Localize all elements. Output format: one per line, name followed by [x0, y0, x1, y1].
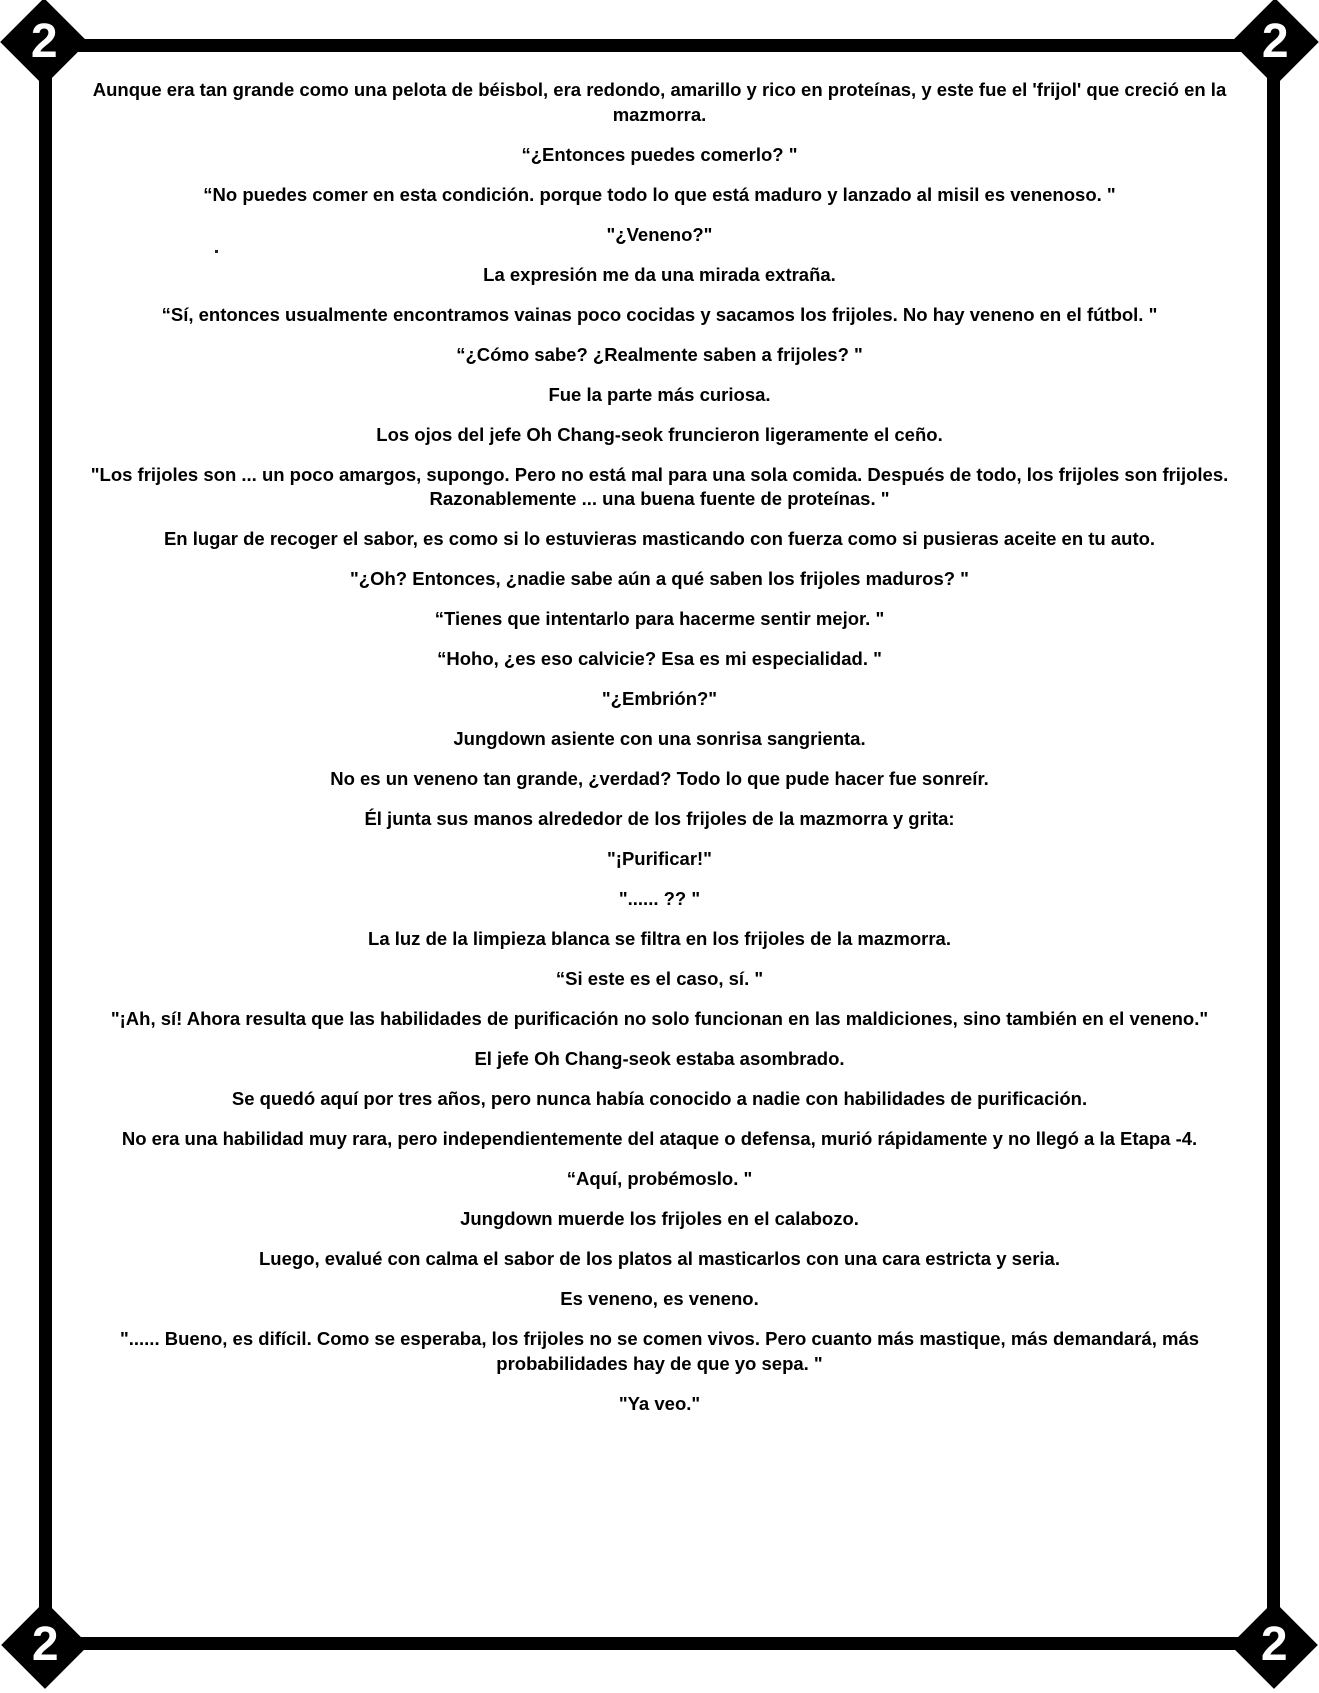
paragraph: Aunque era tan grande como una pelota de béisbol, era redondo, amarillo y rico en proteínas, y este fue el 'frijol' que creció en la mazmorra.	[92, 79, 1227, 125]
paragraph: “¿Cómo sabe? ¿Realmente saben a frijoles? "	[456, 343, 863, 365]
paragraph: “Tienes que intentarlo para hacerme sentir mejor. "	[434, 608, 885, 629]
page-number-bottom-right: 2	[1260, 1617, 1288, 1671]
paragraph: "...... ?? "	[618, 888, 701, 909]
paragraph: "¡Purificar!"	[607, 848, 712, 869]
corner-diamond-top-left	[0, 0, 88, 86]
corner-diamond-bottom-right	[1230, 1601, 1318, 1689]
paragraph: Jungdown muerde los frijoles en el calabozo.	[460, 1208, 859, 1229]
paragraph: "¿Oh? Entonces, ¿nadie sabe aún a qué saben los frijoles maduros? "	[350, 568, 969, 589]
paragraph: No es un veneno tan grande, ¿verdad? Todo lo que pude hacer fue sonreír.	[330, 768, 989, 789]
paragraph: “Hoho, ¿es eso calvicie? Esa es mi especialidad. "	[437, 648, 882, 669]
border-left-line	[39, 42, 52, 1645]
border-right-line	[1267, 42, 1280, 1645]
paragraph: "¡Ah, sí! Ahora resulta que las habilidades de purificación no solo funcionan en las maldiciones, sino también en el veneno."	[110, 1008, 1209, 1029]
corner-diamond-bottom-left	[1, 1601, 89, 1689]
paragraph: "Los frijoles son ... un poco amargos, supongo. Pero no está mal para una sola comida. Después de todo, los frijoles son frijoles. Razonablemente ... una buena fuente de proteínas. "	[90, 463, 1229, 509]
paragraph: Es veneno, es veneno.	[560, 1288, 759, 1309]
paragraph: Se quedó aquí por tres años, pero nunca había conocido a nadie con habilidades de purificación.	[231, 1088, 1088, 1109]
paragraph: “¿Entonces puedes comerlo? "	[521, 143, 798, 165]
paragraph: Jungdown asiente con una sonrisa sangrienta.	[453, 728, 866, 749]
paragraph: "¿Embrión?"	[601, 688, 718, 709]
paragraph: En lugar de recoger el sabor, es como si lo estuvieras masticando con fuerza como si pusieras aceite en tu auto.	[163, 528, 1156, 549]
border-top-line	[44, 39, 1275, 52]
page-number-top-left: 2	[30, 14, 58, 68]
paragraph: Luego, evalué con calma el sabor de los platos al masticarlos con una cara estricta y seria.	[259, 1248, 1060, 1269]
paragraph: "¿Veneno?"	[606, 223, 713, 245]
paragraph: No era una habilidad muy rara, pero independientemente del ataque o defensa, murió rápidamente y no llegó a la Etapa -4.	[121, 1128, 1198, 1149]
paragraph: Los ojos del jefe Oh Chang-seok fruncieron ligeramente el ceño.	[376, 423, 943, 445]
paragraph: Fue la parte más curiosa.	[548, 383, 771, 405]
paragraph: El jefe Oh Chang-seok estaba asombrado.	[474, 1048, 845, 1069]
page-number-bottom-left: 2	[31, 1617, 59, 1671]
paragraph: “Aquí, probémoslo. "	[566, 1168, 753, 1189]
paragraph: La expresión me da una mirada extraña.	[483, 263, 836, 285]
paragraph: "Ya veo."	[618, 1392, 701, 1414]
corner-diamond-top-right	[1231, 0, 1319, 86]
paragraph: “Si este es el caso, sí. "	[555, 968, 764, 989]
paragraph: La luz de la limpieza blanca se filtra en los frijoles de la mazmorra.	[368, 928, 951, 949]
text-content	[80, 78, 1239, 1432]
paragraph: "...... Bueno, es difícil. Como se esperaba, los frijoles no se comen vivos. Pero cuanto más mastique, más demandará, más probabilidades hay de que yo sepa. "	[119, 1328, 1200, 1374]
paragraph: “Sí, entonces usualmente encontramos vainas poco cocidas y sacamos los frijoles. No hay veneno en el fútbol. "	[161, 303, 1158, 325]
paragraph: “No puedes comer en esta condición. porque todo lo que está maduro y lanzado al misil es venenoso. "	[203, 183, 1116, 205]
paragraph: Él junta sus manos alrededor de los frijoles de la mazmorra y grita:	[364, 808, 955, 829]
page-number-top-right: 2	[1261, 14, 1289, 68]
border-bottom-line	[44, 1637, 1275, 1650]
